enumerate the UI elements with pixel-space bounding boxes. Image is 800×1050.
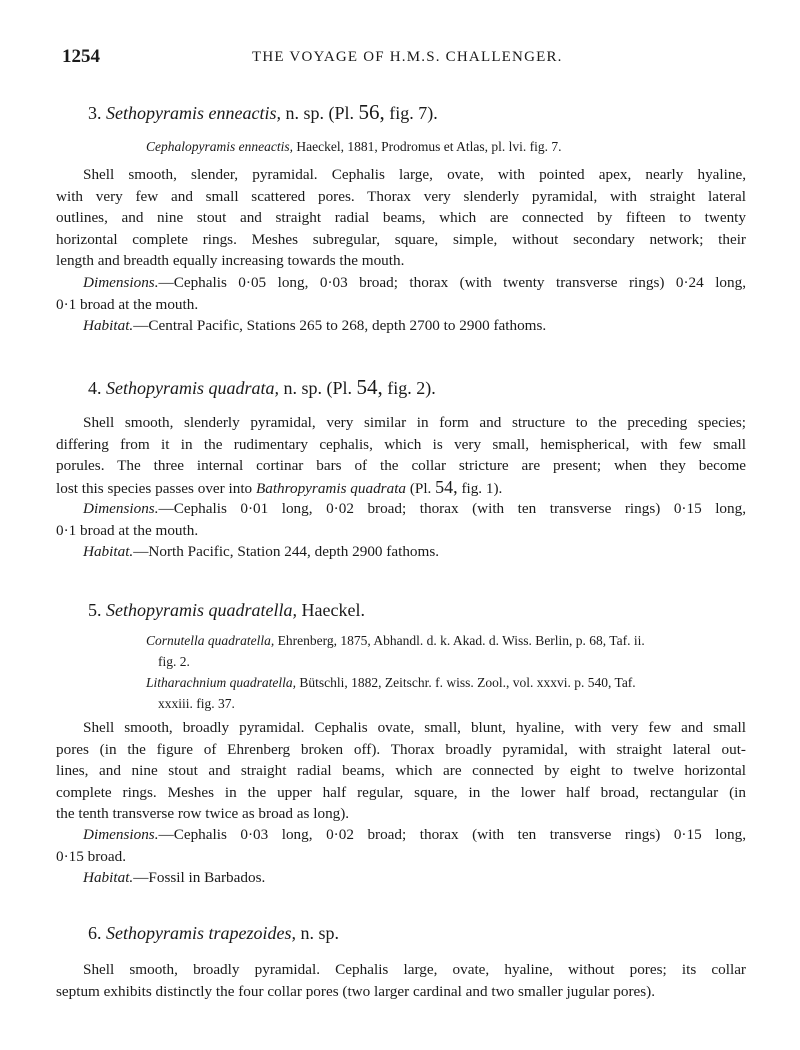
synonym-entry: Cornutella quadratella, Ehrenberg, 1875, Abhandl. d. k. Akad. d. Wiss. Berlin, p. 68, Taf. ii. fig. 2. [146,633,645,669]
species-heading-3: 3. Sethopyramis enneactis, n. sp. (Pl. 56, fig. 7). [88,100,438,124]
species-heading-5: 5. Sethopyramis quadratella, Haeckel. [88,600,365,620]
species-name: Sethopyramis quadratella, [106,600,297,620]
species-name: Sethopyramis enneactis, [106,103,281,123]
habitat-paragraph: Habitat.—North Pacific, Station 244, depth 2900 fathoms. [83,543,440,560]
page-number: 1254 [62,46,100,67]
synonym-entry: Cephalopyramis enneactis, Haeckel, 1881, Prodromus et Atlas, pl. lvi. fig. 7. [146,139,562,154]
habitat-paragraph: Habitat.—Central Pacific, Stations 265 to 268, depth 2700 to 2900 fathoms. [83,317,547,334]
synonym-entry: Litharachnium quadratella, Bütschli, 1882, Zeitschr. f. wiss. Zool., vol. xxxvi. p. 540, Taf. xxxiii. fig. 37. [146,675,636,711]
species-name: Sethopyramis quadrata, [106,378,279,398]
habitat-paragraph: Habitat.—Fossil in Barbados. [83,869,266,886]
dimensions-paragraph: Dimensions.—Cephalis 0·03 long, 0·02 broad; thorax (with ten transverse rings) 0·15 long, 0·15 broad. [56,826,746,865]
dimensions-paragraph: Dimensions.—Cephalis 0·01 long, 0·02 broad; thorax (with ten transverse rings) 0·15 long, 0·1 broad at the mouth. [56,500,746,539]
species-heading-4: 4. Sethopyramis quadrata, n. sp. (Pl. 54, fig. 2). [88,375,436,399]
running-title: THE VOYAGE OF H.M.S. CHALLENGER. [252,49,563,65]
species-heading-6: 6. Sethopyramis trapezoides, n. sp. [88,923,339,943]
page-header [62,46,744,72]
species-name: Sethopyramis trapezoides, [106,923,296,943]
species-description: Shell smooth, broadly pyramidal. Cephalis ovate, small, blunt, hyaline, with very few and small pores (in the figure of Ehrenberg broken off). Thorax broadly pyramidal, with straight lateral out- lines, and nine stout and straight radial beams, which are connected by eight to twelve horizontal complete rings. Meshes in the upper half regular, square, in the lower half broad, rectangular (in the tenth transverse row twice as broad as long). [56,719,746,822]
species-description: Shell smooth, slenderly pyramidal, very similar in form and structure to the preceding species; differing from it in the rudimentary cephalis, which is very small, hemispherical, with few small porules. The three internal cortinar bars of the collar stricture are present; when they become lost this species passes over into Bathropyramis quadrata (Pl. 54, fig. 1). [56,414,746,497]
species-description: Shell smooth, slender, pyramidal. Cephalis large, ovate, with pointed apex, nearly hyaline, with very few and small scattered pores. Thorax very slenderly pyramidal, with straight lateral outlines, and nine stout and straight radial beams, which are connected by fifteen to twenty horizontal complete rings. Meshes subregular, square, simple, without secondary network; their length and breadth equally increasing towards the mouth. [56,166,746,269]
species-description: Shell smooth, broadly pyramidal. Cephalis large, ovate, hyaline, without pores; its collar septum exhibits distinctly the four collar pores (two larger cardinal and two smaller jugular pores). [56,961,746,1000]
dimensions-paragraph: Dimensions.—Cephalis 0·05 long, 0·03 broad; thorax (with twenty transverse rings) 0·24 long, 0·1 broad at the mouth. [56,274,746,313]
